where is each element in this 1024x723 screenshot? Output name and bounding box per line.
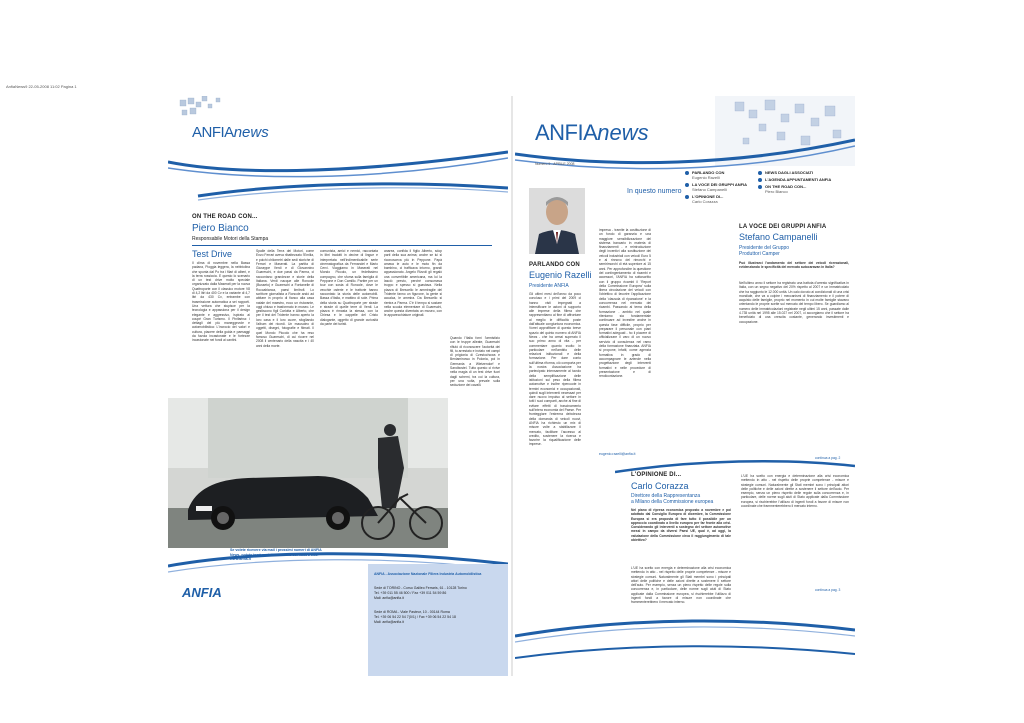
toc-item-news[interactable] <box>758 170 813 175</box>
toc-title: ON THE ROAD CON... <box>765 184 807 189</box>
interview-email[interactable]: eugenio.razelli@anfia.it <box>599 452 636 456</box>
opinion-text-1: L'UE ha scelto con energia e determinazione alla crisi economica mettendo in atto - nel rispetto delle proprie competenze - misure e strategie comuni. Naturalmente gli Stati membri sono i principali attori delle politiche e delle azioni dirette a sostenere il settore dell'auto. Per esempio, senza un pieno rispetto delle regole sulla concorrenza e, in particolare, delle norme sugli aiuti di Stato applicate dalla Commissione europea, si rischierebbe l'utilizzo di ingenti fondi a favore di misure non coordinate che frammenterebbero il mercato interno. <box>631 566 731 605</box>
interview-col-2: impresa - tramite la costituzione di un fondo di garanzia e una maggiore sensibilizzazione del sistema bancario in materia di finanziamenti - e reintroduzione degli incentivi alla sostituzione dei veicoli industriali con veicoli Euro 5 e al rinnovo del rimorchi e semirimorchi di età superiore ai 15 anni. Per approfondire la questione del contingentamento di ricambi e accessori, l'ANFIA ha sottoscritto con il gruppo ricambi il 'Report della Commissione Europea' sulla libera circolazione dei veicoli con l'obiettivo di favorire l'applicazione della 'clausola di riparazione' e la concorrenza nel mercato dei ricambi. Passando al tema della formazione - ambito nel quale riteniamo sia fondamentale continuare ad investire anche in questa fase difficile, proprio per preparare il personale con piani formativi adeguati - ho il piacere di ufficializzare il varo di un nuovo servizio di consulenza nel ramo della formazione finanziata. ANFIA si propone, infatti, come agenzia formativa in grado di accompagnare le aziende nella progettazione degli interventi formativi e nelle procedure di presentazione e di rendicontazione. <box>599 228 651 379</box>
portrait-illustration <box>529 188 585 254</box>
footer-logo-text: ANFIA <box>182 585 222 600</box>
toc-sub: Eugenio Razelli <box>692 175 720 180</box>
toc-sub: Carlo Corazza <box>692 199 718 204</box>
toc-sub: Piero Bianco <box>765 189 788 194</box>
right-logo <box>535 120 649 146</box>
toc-item-agenda[interactable] <box>758 177 831 182</box>
section-kicker: ON THE ROAD CON... <box>192 214 258 220</box>
person-name: Piero Bianco <box>192 223 249 234</box>
toc-title: NEWS DAGLI ASSOCIATI <box>765 170 813 175</box>
issue-number: Numero 9 - APRILE 2008 <box>535 162 575 166</box>
logo-anfia-text: ANFIA <box>192 124 234 141</box>
person-role: Responsabile Motori della Stampa <box>192 236 269 242</box>
tel-roma: Tel. +39 06 54 22 54 7(0/1) / Fax +39 06 54 22 54 18 <box>374 615 456 619</box>
toc-item-voice[interactable] <box>685 182 747 192</box>
bullet-icon <box>758 171 762 175</box>
bullet-icon <box>758 185 762 189</box>
toc-item-interview[interactable] <box>685 170 724 180</box>
toc-sub: Stefano Campanelli <box>692 187 727 192</box>
opinion-lead: Nel piano di ripresa economica proposto a novembre e poi adottato dal Consiglio Europeo di dicembre, la Commissione Europea si era proposta di fare tutto il possibile per un approccio coordinato a livello europeo per far fronte alla crisi. Considerando gli interventi a sostegno del settore automotive messi in campo da diversi Paesi UE, qual è, ad oggi, la valutazione della Commissione circa il raggiungimento di tale obiettivo? <box>631 508 731 543</box>
opinion-text-2: L'UE ha scelto con energia e determinazione alla crisi economica mettendo in atto - nel rispetto delle proprie competenze - misure e strategie comuni. Naturalmente gli Stati membri sono i principali attori delle politiche e delle azioni dirette a sostenere il settore dell'auto. Per esempio, senza un pieno rispetto delle regole sulla concorrenza e, in particolare, delle norme sugli aiuti di Stato applicate dalla Commissione europea, si rischierebbe l'utilizzo di ingenti fondi a favore di misure non coordinate che frammenterebbero il mercato interno. <box>741 474 849 509</box>
article-col-1: Il clima di novembre nella Bassa padana, Pioggia leggera, la nebbiolina che spunta dal Po tra i filari di alberi, e la terra rossiccia. E questo lo scenario di un test drive molto speciale organizzato dalla Maserati per la nuova Quattroporte con il classico motore V8 di 4,2 litri da 400 Cv e la variante di 4,7 litri da 430 Cv, entrambe con trasmissione automatica a sei rapporti. Una vettura che stupisce per la tecnologia e appassiona per il design elegante e aggressivo, ispirato ai coupé Gran Turismo. Il Pinifarina: i dettagli del più maneggevole e automobilistica: L'incrocio dei valori e cultura, piacere della guida e paesaggi da favola incastonate e le fortezze incastonate nei fondi ai cantini. <box>192 261 250 343</box>
article-col-4: anarea, confida il figlio Alberto, sdop parti della sua anima; anche se lui si riconosceva più in Peppone. Papà amava le auto e le moto fin da bambino, ci trafficava intorno, grandi appassionato. Angelo Rizzoli gli regalò una convertibile americana, ma lui la lasciò presto, perché consumava troppo e spesso si guastava. Nella piazza di Brescello le ammiraglie del Tridente fanno un figurone, la gente si accalca, le ammira. Da Brescello si rientra a Parma. C'è il tempo si sostare nella scuola elementare di Guareschi, anche questa diventata un museo, con le apparecchiature originali. <box>384 249 442 318</box>
voice-continue[interactable]: continua a pag. 2 <box>815 456 841 460</box>
voice-role-1: Presidente del Gruppo <box>739 245 790 251</box>
address-roma: Sede di ROMA - Viale Pasteur, 10 - 00144 Roma <box>374 610 450 614</box>
article-title: Test Drive <box>192 249 233 259</box>
mail-torino[interactable]: Mail: anfia@anfia.it <box>374 596 404 600</box>
org-name: ANFIA - Associazione Nazionale Filiera Industria Automobilistica <box>374 572 482 576</box>
article-col-2: Spalle della Terra dei Motori, come Enzo Ferrari aveva ribattezzato l'Emilia, e poichi chilometri dalle sedi storiche di Ferrari e Maserati. La partita di Giuseppe Verdi e di Giovannino Guareschi, e due passi da Parma, ci raccontano grandezze e storie della Italiana. Verdi nacque alle Roncole (Busseto) e Guareschi a Fontanelle di Roccabianca, paesi limitrofi. Lo scrittore giornalista a Roncole andò ad abitare in proprio di fianco alla casa natale del maestro, ecco un ristorante, oggi chiuso e trasformato in museo. Le gestiscono figli Carlotta e Alberto, che per il test del Tridente hanno aperto la loro casa e il loro cuore, sfogliando l'album dei ricordi. Un mausoleo di oggetti, disegni, fotografie e filmati. Il quel Mondo Piccolo che ha reso famoso Guareschi, di cui ricorre nel 2008 il centenario della nascita e i 40 anni della morte. <box>256 249 314 348</box>
razelli-portrait <box>529 188 585 254</box>
print-marker: AnfiaNews9 22-05-2008 11:02 Pagina 1 <box>6 84 77 89</box>
article-col-5: Quando l'Italia fornì l'armistizio con le truppe alleate, Guareschi rifiutò di riconoscere l'autorità dei fili, tu arrestato e inviato nei campi di prigionia di Czestochowa e Beniaminowo in Polonia, poi in Germania a Wietzendorf e Sandbostel. Tutto questo ci rivive nella magia di un test drive fuori dagli schemi, tra cui la cultura, per una volta, prevale sulla seduzione dei cavalli. <box>450 336 500 388</box>
contact-box <box>368 564 508 676</box>
car-photo-illustration <box>168 398 448 548</box>
address-torino: Sede di TORINO - Corso Galileo Ferraris, 61 - 10128 Torino <box>374 586 467 590</box>
logo-news-text: news <box>597 120 649 145</box>
newsletter-ad: Se volete ricevere via mail i prossimi numeri di ANFIA News, potete iscrivervi direttamente sul nostro sito: www.anfia.it <box>230 548 322 561</box>
toc-title: PARLANDO CON <box>692 170 725 175</box>
right-page <box>515 96 855 676</box>
toc-title: L'OPINIONE DI... <box>692 194 724 199</box>
page-spine <box>511 96 513 676</box>
toc-title: LA VOCE DEI GRUPPI ANFIA <box>692 182 748 187</box>
right-footer-swoosh <box>515 596 855 676</box>
bullet-icon <box>685 195 689 199</box>
toc-item-opinion[interactable] <box>685 194 723 204</box>
logo-news-text: news <box>233 124 269 141</box>
interview-name: Eugenio Razelli <box>529 270 592 280</box>
bullet-icon <box>758 178 762 182</box>
globe-cubes-decoration <box>178 96 258 136</box>
article-col-3: comunista, amici e nemici, raccontata in libri tradotti in decine di lingue e interpretata nell'indimenticabile serie cinematografica da Fernandel e Mario Cervi. Viaggiamo in Maserati nel Mondo Piccolo, un fedelissimo compagno, che sfuma sulla famiglia di Peppone e Don Camillo. Partire per un tour con sosta di Roncole, dove le vecchie osterie e le trattorie hanno raccontato la storia delle automobili. Bassa d'Italia, e mattino di sole. Prima della storia su Quattroporte per strade e strade di quelle terre di Verdi. La piazza è rimasta la stessa, con la Chiesa e le cappelle del Cristo dialogante, oggetto di grande curiosità da parte dei turisti. <box>320 249 378 327</box>
voice-text: Nell'ultimo anno il settore ha registrato una battuta d'arresto significativa in Italia, con un segno negativo del 20% rispetto al 2007 e un immatricolato che ha raggiunto le 12.000 unità. Un calo dovuto ai condizionali di una crisi mondiale, che va a colpire i meccanismi di finanziamento e il potere di acquisto delle famiglie, proprio nel momento in cui molte famiglie stavano orientando le proprie scelte sul mercato del tempo libero. Se guardiamo al numero delle immatricolazioni registrate negli ultimi 15 anni, passate dalle 4.735 unità nel 1995 alle 15.027 nel 2007, ci accorgiamo che il settore ha beneficiato di una crescita costante, generando investimenti e occupazione. <box>739 281 849 324</box>
left-page <box>168 96 508 676</box>
interview-kicker: PARLANDO CON <box>529 262 580 268</box>
opinion-continue[interactable]: continua a pag. 3 <box>815 588 841 592</box>
bullet-icon <box>685 183 689 187</box>
bullet-icon <box>685 171 689 175</box>
opinion-kicker: L'OPINIONE DI... <box>631 472 682 478</box>
logo-anfia-text: ANFIA <box>535 120 598 145</box>
car-statue-photo <box>168 398 448 548</box>
tel-torino: Tel. +39 011 55 46 500 / Fax +39 011 54 59 86 <box>374 591 447 595</box>
opinion-name: Carlo Corazza <box>631 481 689 491</box>
mail-roma[interactable]: Mail: anfia@anfia.it <box>374 620 404 624</box>
opinion-role-2: a Milano della Commissione europea <box>631 499 714 505</box>
opinion-role-1: Direttore della Rappresentanza <box>631 493 701 499</box>
left-footer-logo <box>182 584 222 602</box>
toc-title: L'AGENDA APPUNTAMENTI ANFIA <box>765 177 832 182</box>
interview-col-1: Gli ultimi mesi dell'anno da poco concluso e i primi del 2009 ci hanno visti impegnati a intensificare le azioni di supporto alle imprese della filiera che rappresentiamo al fine di affrontare al meglio le difficoltà poste dall'attuale congiuntura economica. Vorrei approfittare di questo breve spazio del quinto numero di ANFIA News - che ha ormai superato il suo primo anno di vita - per commentare quanto svolto in particolare nell'ambito delle relazioni istituzionali e della formazione. Per dare conto sull'ultima riforma, ciò comporta per la nostra Associazione ha partecipato intensamente al tavolo della semplificazione delle istituzioni sul peso della filiera automotive e inoltre ripercuote in termini economici e occupazionali, quindi sugli interventi necessari per dare nuovo impulso al settore in tutti i suoi comparti, anche al fine di evitare effetti di trascinamento sull'intera economia del Paese. Per fronteggiare l'estrema debolezza della domanda di veicoli nuovi, ANFIA ha richiesto un mix di misure volte a stabilizzare il mercato, facilitare l'accesso al credito, sostenere la ricerca e favorire la riqualificazione delle imprese. <box>529 292 581 447</box>
toc-item-road[interactable] <box>758 184 806 194</box>
toc-label: In questo numero <box>627 188 682 195</box>
interview-role: Presidente ANFIA <box>529 283 569 289</box>
voice-name: Stefano Campanelli <box>739 232 818 242</box>
voice-lead: Può illustrarci l'andamento del settore dei veicoli ricreazionali, evidenziando le specificità del mercato autocaravan in Italia? <box>739 261 849 270</box>
voice-role-2: Produttori Camper <box>739 251 780 257</box>
voice-kicker: LA VOCE DEI GRUPPI ANFIA <box>739 224 827 230</box>
left-divider <box>192 245 492 246</box>
